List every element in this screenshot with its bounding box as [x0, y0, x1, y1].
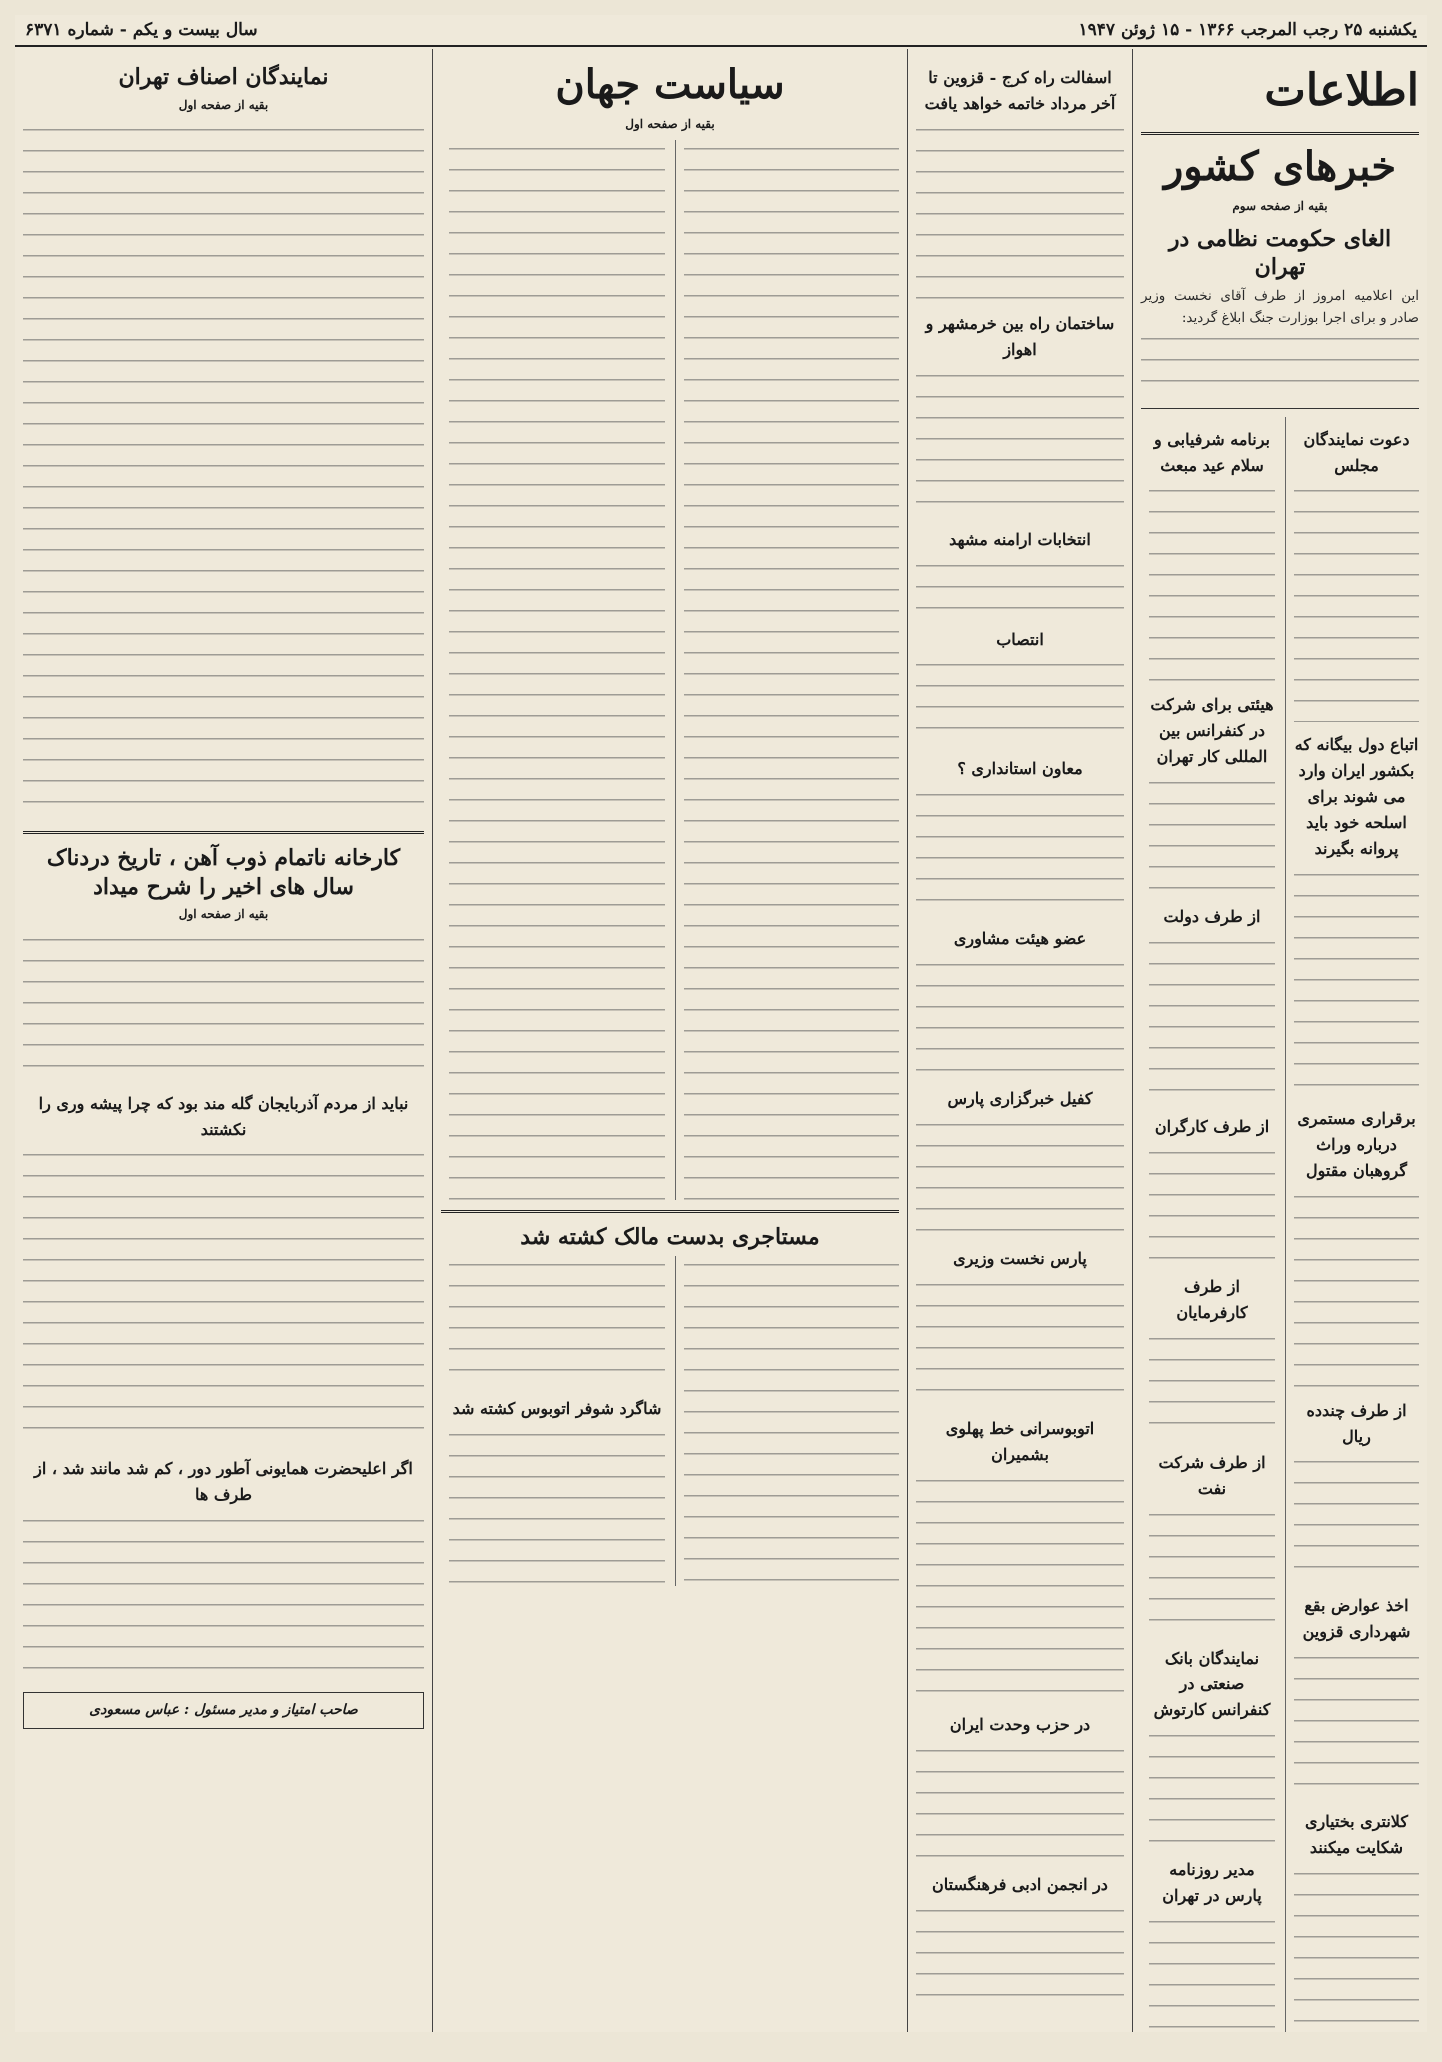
column-world-politics [432, 49, 907, 2032]
text-block [1294, 866, 1419, 1096]
text-block [916, 656, 1124, 746]
text-block [23, 1512, 424, 1682]
text-block [1294, 1649, 1419, 1799]
text-block [916, 956, 1124, 1076]
text-block [916, 786, 1124, 916]
short-news-title: اسفالت راه کرج - قزوین تا آخر مرداد خاتمه خواهد یافت [924, 68, 1116, 113]
news-item-title: کلانتری بختیاری شکایت میکنند [1305, 1812, 1408, 1858]
text-block [1149, 774, 1275, 894]
short-news-title: پارس نخست وزیری [953, 1249, 1087, 1269]
short-news-title: ساختمان راه بین خرمشهر و اهواز [925, 313, 1115, 359]
text-block [1149, 1913, 1275, 2032]
news-headline: خبرهای کشور [1163, 143, 1397, 191]
text-block [1149, 1144, 1275, 1264]
text-block [916, 1902, 1124, 2012]
news-item-title: نمایندگان بانک صنعتی در کنفرانس کارتوش [1153, 1648, 1271, 1720]
issue-line: سال بیست و یکم - شماره ۶۳۷۱ [25, 20, 258, 40]
text-block [1141, 330, 1419, 400]
guilds-article-title: نباید از مردم آذربایجان گله مند بود که چرا پیشه وری را نکشتند [38, 1093, 409, 1139]
text-block [1149, 1330, 1275, 1440]
news-item-title: از طرف چندده ریال [1306, 1400, 1407, 1446]
text-block [916, 557, 1124, 617]
news-item-title: از طرف دولت [1163, 907, 1261, 927]
text-block [449, 1256, 665, 1386]
news-subnote: بقیه از صفحه سوم [1232, 199, 1328, 214]
text-block [684, 1256, 899, 1586]
running-header [15, 15, 1427, 47]
text-block [1294, 1453, 1419, 1583]
politics-article-title: مستاجری بدست مالک کشته شد [520, 1224, 820, 1251]
masthead: اطلاعات [1141, 55, 1419, 135]
short-news-title: در حزب وحدت ایران [949, 1714, 1091, 1734]
short-news-title: معاون استانداری ؟ [957, 759, 1083, 779]
politics-subnote: بقیه از صفحه اول [625, 117, 715, 131]
text-block [449, 140, 665, 1200]
article-columns [15, 49, 1427, 2032]
short-news-title: انتصاب [996, 629, 1044, 649]
column-national-news [1132, 49, 1427, 2032]
news-two-column-block [1141, 417, 1419, 2032]
short-news-title: اتوبوسرانی خط پهلوی بشمیران [945, 1419, 1095, 1464]
guilds-article-title: اگر اعلیحضرت همایونی آطور دور ، کم شد مانند شد ، از طرف ها [34, 1459, 413, 1505]
news-lead-title: الغای حکومت نظامی در تهران [1168, 225, 1392, 281]
short-news-title: کفیل خبرگزاری پارس [947, 1089, 1093, 1109]
text-block [1294, 1865, 1419, 2032]
text-block [23, 121, 424, 821]
news-item-title: برقراری مستمری درباره وراث گروهبان مقتول [1297, 1108, 1416, 1180]
news-item-title: از طرف شرکت نفت [1158, 1452, 1266, 1498]
short-news-title: عضو هیئت مشاوری [953, 929, 1087, 949]
text-block [684, 140, 899, 1200]
news-item-title: اتباع دول بیگانه که بکشور ایران وارد می شوند برای اسلحه خود باید پروانه بگیرند [1294, 735, 1419, 859]
guilds-subnote: بقیه از صفحه اول [178, 97, 269, 112]
news-lead-intro: این اعلامیه امروز از طرف آقای نخست وزیر صادر و برای اجرا بوزارت جنگ ابلاغ گردید: [1141, 287, 1419, 326]
text-block [916, 1742, 1124, 1862]
short-news-title: انتخابات ارامنه مشهد [949, 529, 1091, 549]
iron-factory-subnote: بقیه از صفحه اول [178, 907, 269, 922]
news-item-title: برنامه شرفیابی و سلام عید مبعث [1154, 429, 1270, 475]
text-block [916, 121, 1124, 301]
text-block [1294, 482, 1419, 722]
short-news-title: در انجمن ادبی فرهنگستان [932, 1874, 1108, 1894]
text-block [1149, 1506, 1275, 1636]
iron-factory-headline: کارخانه ناتمام ذوب آهن ، تاریخ دردناک سال های اخیر را شرح میداد [46, 845, 401, 900]
text-block [1149, 482, 1275, 682]
guilds-headline: نمایندگان اصناف تهران [118, 64, 329, 90]
text-block [449, 1426, 665, 1586]
text-block [916, 1116, 1124, 1236]
text-block [1149, 1727, 1275, 1847]
column-short-news [907, 49, 1132, 2032]
text-block [23, 931, 424, 1081]
publisher-signature: صاحب امتیاز و مدیر مسئول : عباس مسعودی [23, 1692, 424, 1729]
news-item-title: هیئتی برای شرکت در کنفرانس بین المللی کار تهران [1150, 695, 1274, 767]
news-item-title: اخذ عوارض بقع شهرداری قزوین [1302, 1596, 1411, 1642]
text-block [23, 1146, 424, 1446]
text-block [1149, 934, 1275, 1104]
newspaper-page [15, 15, 1427, 2032]
news-item-title: از طرف کارفرمایان [1176, 1276, 1248, 1322]
news-item-title: مدیر روزنامه پارس در تهران [1162, 1860, 1262, 1906]
politics-article-title: شاگرد شوفر اتوبوس کشته شد [452, 1399, 662, 1419]
text-block [916, 367, 1124, 517]
column-guilds [15, 49, 432, 2032]
text-block [916, 1276, 1124, 1406]
politics-headline: سیاست جهان [555, 61, 785, 108]
date-line: یکشنبه ۲۵ رجب المرجب ۱۳۶۶ - ۱۵ ژوئن ۱۹۴۷ [1078, 20, 1417, 40]
news-item-title: از طرف کارگران [1154, 1117, 1270, 1137]
text-block [1294, 1188, 1419, 1388]
news-item-title: دعوت نمایندگان مجلس [1303, 429, 1410, 475]
text-block [916, 1472, 1124, 1702]
